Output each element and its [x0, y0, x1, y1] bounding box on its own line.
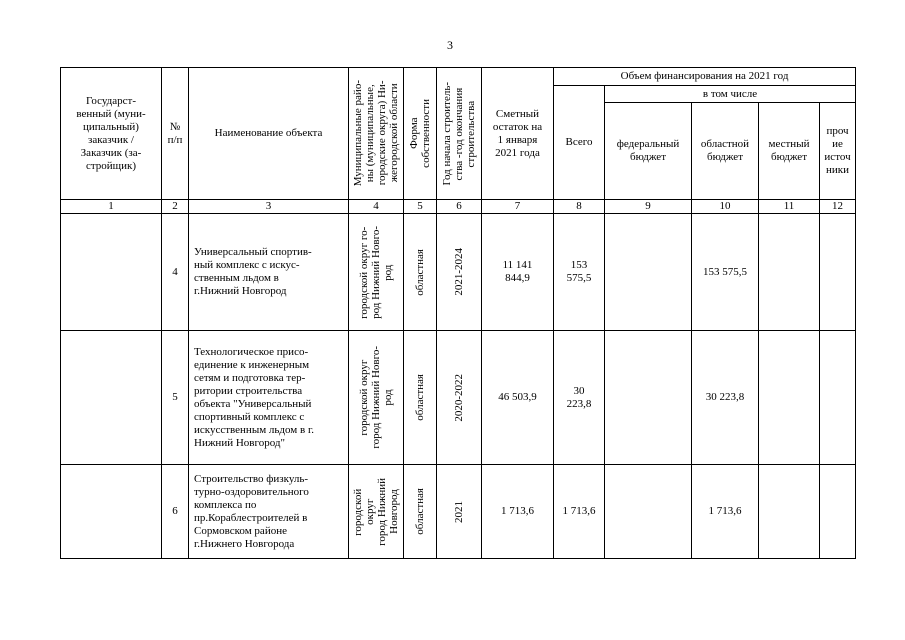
- header-funding: Объем финансирования на 2021 год: [554, 68, 856, 86]
- cell-total: 1 713,6: [554, 465, 605, 559]
- cell-years: 2021-2024: [437, 214, 482, 331]
- header-including: в том числе: [605, 86, 856, 103]
- cell-federal: [605, 465, 692, 559]
- table-row: [61, 465, 856, 559]
- column-number: 6: [437, 200, 482, 214]
- column-number: 2: [162, 200, 189, 214]
- column-number: 12: [820, 200, 856, 214]
- column-number: 4: [349, 200, 404, 214]
- cell-years: 2021: [437, 465, 482, 559]
- header-municipality: Муниципальные райо- ны (муниципальные, городские округа) Ни- жегородской области: [349, 68, 404, 200]
- cell-customer: [61, 214, 162, 331]
- header-local: местный бюджет: [759, 103, 820, 200]
- cell-num: 5: [162, 331, 189, 465]
- cell-estimate: 46 503,9: [482, 331, 554, 465]
- cell-ownership: областная: [404, 214, 437, 331]
- header-customer: Государст- венный (муни- ципальный) заказчик / Заказчик (за- стройщик): [61, 68, 162, 200]
- cell-other: [820, 331, 856, 465]
- cell-municipality: городской округ город Нижний Новгород: [349, 465, 404, 559]
- cell-estimate: 11 141 844,9: [482, 214, 554, 331]
- cell-regional: 30 223,8: [692, 331, 759, 465]
- cell-object-name: Технологическое присо- единение к инженерным сетям и подготовка тер- ритории строительства объекта "Универсальный спортивный комплекс с искусственным льдом в г. Нижний Новгород": [189, 331, 349, 465]
- cell-regional: 1 713,6: [692, 465, 759, 559]
- cell-other: [820, 465, 856, 559]
- header-ownership: Форма собственности: [404, 68, 437, 200]
- cell-total: 153 575,5: [554, 214, 605, 331]
- cell-years: 2020-2022: [437, 331, 482, 465]
- cell-ownership: областная: [404, 331, 437, 465]
- cell-object-name: Универсальный спортив- ный комплекс с искус- ственным льдом в г.Нижний Новгород: [189, 214, 349, 331]
- column-number: 1: [61, 200, 162, 214]
- cell-object-name: Строительство физкуль- турно-оздоровительного комплекса по пр.Кораблестроителей в Сормовском районе г.Нижнего Новгорода: [189, 465, 349, 559]
- cell-municipality: городской округ го- род Нижний Новго- род: [349, 214, 404, 331]
- cell-customer: [61, 465, 162, 559]
- column-number: 3: [189, 200, 349, 214]
- column-number: 7: [482, 200, 554, 214]
- table-row: [61, 214, 856, 331]
- cell-estimate: 1 713,6: [482, 465, 554, 559]
- header-num: № п/п: [162, 68, 189, 200]
- cell-other: [820, 214, 856, 331]
- table-row: [61, 331, 856, 465]
- cell-federal: [605, 331, 692, 465]
- cell-customer: [61, 331, 162, 465]
- financing-table: [60, 67, 856, 559]
- cell-federal: [605, 214, 692, 331]
- header-total: Всего: [554, 86, 605, 200]
- header-other: проч ие источ ники: [820, 103, 856, 200]
- column-number: 8: [554, 200, 605, 214]
- cell-local: [759, 331, 820, 465]
- cell-local: [759, 465, 820, 559]
- header-federal: федеральный бюджет: [605, 103, 692, 200]
- column-number: 11: [759, 200, 820, 214]
- cell-num: 6: [162, 465, 189, 559]
- cell-total: 30 223,8: [554, 331, 605, 465]
- column-number: 10: [692, 200, 759, 214]
- column-numbers-row: [61, 200, 856, 214]
- header-object-name: Наименование объекта: [189, 68, 349, 200]
- page-number: 3: [447, 38, 453, 52]
- header-years: Год начала строитель- ства -год окончания строительства: [437, 68, 482, 200]
- cell-ownership: областная: [404, 465, 437, 559]
- header-regional: областной бюджет: [692, 103, 759, 200]
- column-number: 5: [404, 200, 437, 214]
- cell-regional: 153 575,5: [692, 214, 759, 331]
- column-number: 9: [605, 200, 692, 214]
- cell-municipality: городской округ город Нижний Новго- род: [349, 331, 404, 465]
- cell-num: 4: [162, 214, 189, 331]
- cell-local: [759, 214, 820, 331]
- header-estimate: Сметный остаток на 1 января 2021 года: [482, 68, 554, 200]
